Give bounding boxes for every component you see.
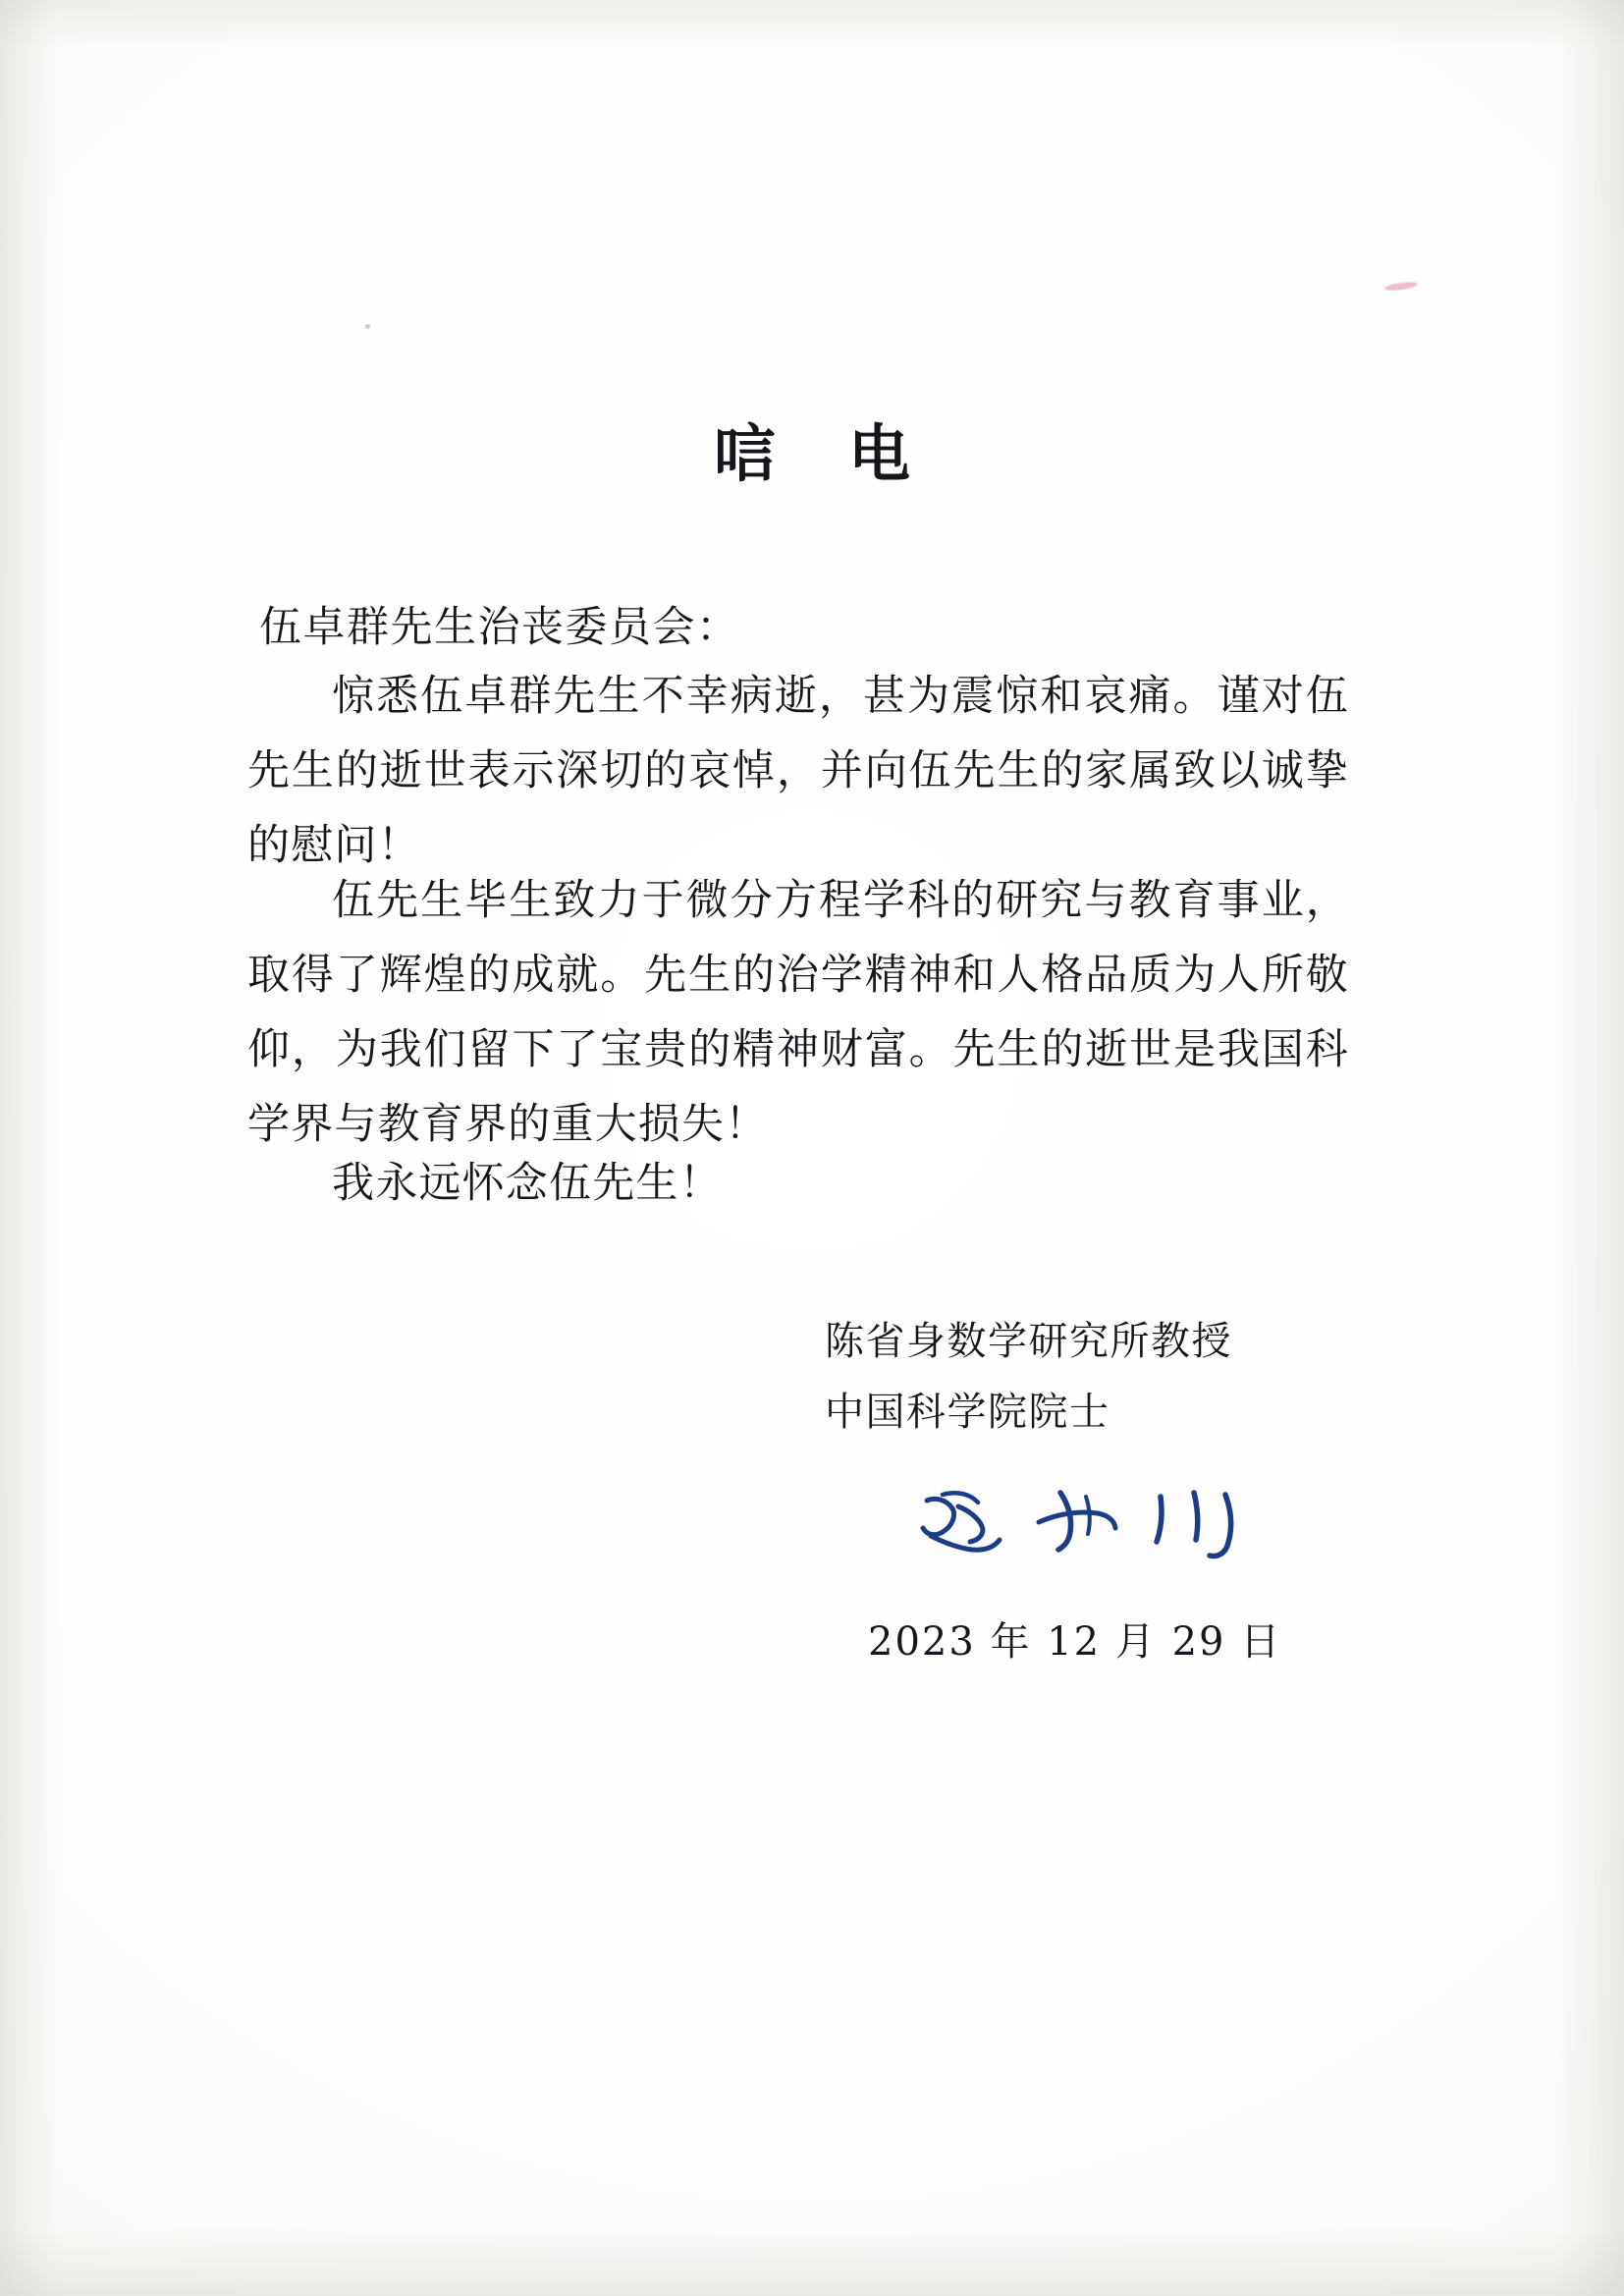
paragraph-text: 惊悉伍卓群先生不幸病逝，甚为震惊和哀痛。谨对伍先生的逝世表示深切的哀悼，并向伍先生的家属致以诚挚的慰问！ [247, 674, 1349, 869]
paragraph-text: 我永远怀念伍先生！ [332, 1161, 723, 1207]
body-paragraph [247, 864, 1349, 1163]
date-day: 29 [1171, 1619, 1226, 1665]
date-month-unit: 月 [1114, 1619, 1158, 1665]
date-month: 12 [1047, 1619, 1102, 1665]
paragraph-text: 伍先生毕生致力于微分方程学科的研究与教育事业，取得了辉煌的成就。先生的治学精神和人格品质为人所敬仰，为我们留下了宝贵的精神财富。先生的逝世是我国科学界与教育界的重大损失！ [247, 878, 1349, 1148]
signer-block [825, 1306, 1232, 1448]
body-paragraph [247, 1147, 1349, 1222]
salutation-line: 伍卓群先生治丧委员会： [259, 605, 740, 651]
signer-affiliation-line: 中国科学院院士 [825, 1390, 1110, 1434]
signature-date [868, 1611, 1282, 1667]
date-year: 2023 [868, 1619, 976, 1665]
date-year-unit: 年 [990, 1619, 1033, 1665]
page-title: 唁 电 [714, 417, 936, 490]
handwritten-signature-icon [913, 1481, 1247, 1569]
body-paragraph [247, 660, 1349, 884]
signer-title-line: 陈省身数学研究所教授 [825, 1319, 1232, 1363]
date-day-unit: 日 [1240, 1619, 1283, 1665]
